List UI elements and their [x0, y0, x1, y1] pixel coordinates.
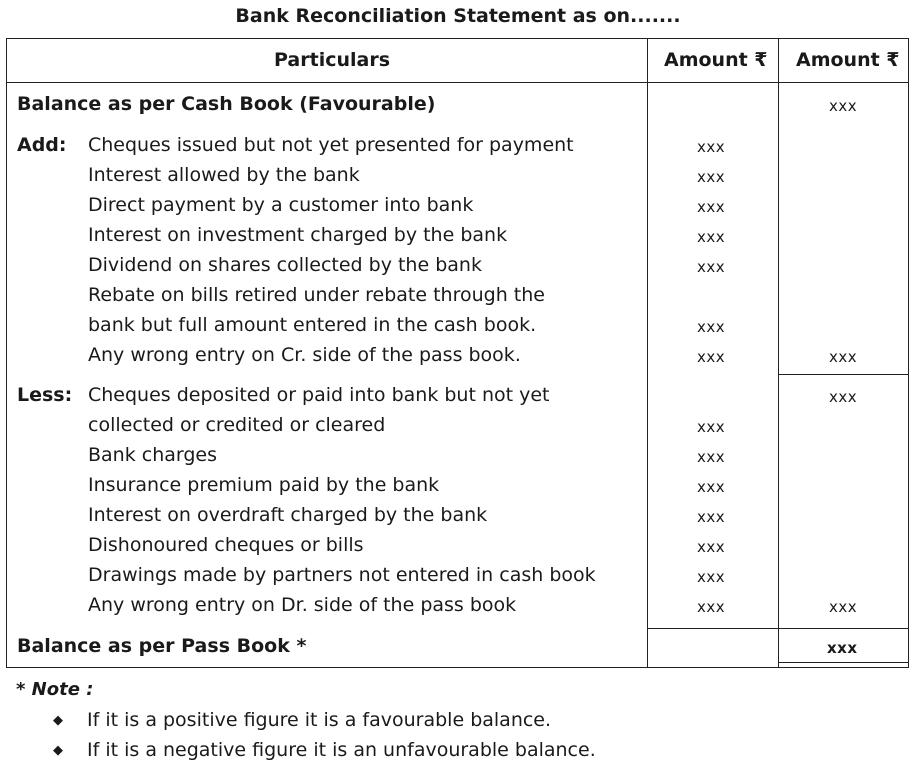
line-item-text: Insurance premium paid by the bank — [88, 474, 440, 496]
column-divider-2 — [778, 38, 779, 668]
line-item-amount-2: xxx — [829, 388, 858, 406]
line-item-text: Direct payment by a customer into bank — [88, 194, 474, 216]
line-item-amount-1: xxx — [697, 538, 726, 556]
line-item-amount-1: xxx — [697, 568, 726, 586]
line-item-amount-1: xxx — [697, 448, 726, 466]
line-item-text: Bank charges — [88, 444, 218, 466]
line-item-amount-1: xxx — [697, 228, 726, 246]
line-item-amount-1: xxx — [697, 168, 726, 186]
line-item-text: Cheques deposited or paid into bank but not yet — [88, 384, 550, 406]
line-item-text: bank but full amount entered in the cash book. — [88, 314, 537, 336]
line-item-text: Rebate on bills retired under rebate through the — [88, 284, 545, 306]
line-item-amount-1: xxx — [697, 258, 726, 276]
opening-balance-amount: xxx — [829, 97, 858, 115]
line-item-text: Any wrong entry on Dr. side of the pass book — [88, 594, 517, 616]
note-item: If it is a negative figure it is an unfavourable balance. — [87, 739, 596, 761]
line-item-text: Cheques issued but not yet presented for payment — [88, 134, 574, 156]
line-item-amount-1: xxx — [697, 198, 726, 216]
line-item-text: Dividend on shares collected by the bank — [88, 254, 482, 276]
less-label: Less: — [17, 384, 73, 406]
line-item-text: Any wrong entry on Cr. side of the pass book. — [88, 344, 521, 366]
line-item-text: Interest on overdraft charged by the bank — [88, 504, 488, 526]
header-amount-1: Amount ₹ — [664, 49, 768, 71]
line-item-amount-1: xxx — [697, 418, 726, 436]
header-rule — [6, 82, 909, 83]
column-divider-1 — [647, 38, 648, 668]
closing-top-rule — [647, 628, 909, 629]
statement-title: Bank Reconciliation Statement as on....... — [235, 5, 681, 27]
closing-balance-label: Balance as per Pass Book * — [17, 635, 307, 657]
line-item-amount-1: xxx — [697, 318, 726, 336]
note-item: If it is a positive figure it is a favourable balance. — [87, 709, 552, 731]
closing-balance-amount: xxx — [827, 639, 858, 657]
line-item-text: collected or credited or cleared — [88, 414, 386, 436]
header-particulars: Particulars — [274, 49, 391, 71]
line-item-amount-1: xxx — [697, 508, 726, 526]
line-item-text: Dishonoured cheques or bills — [88, 534, 364, 556]
line-item-amount-1: xxx — [697, 348, 726, 366]
line-item-amount-1: xxx — [697, 598, 726, 616]
bullet-icon: ◆ — [53, 713, 63, 728]
add-label: Add: — [17, 134, 67, 156]
line-item-text: Drawings made by partners not entered in cash book — [88, 564, 596, 586]
closing-double-rule — [778, 662, 909, 663]
add-subtotal-rule — [778, 374, 909, 375]
header-amount-2: Amount ₹ — [796, 49, 900, 71]
line-item-amount-2: xxx — [829, 598, 858, 616]
bullet-icon: ◆ — [53, 743, 63, 758]
line-item-amount-1: xxx — [697, 478, 726, 496]
line-item-text: Interest allowed by the bank — [88, 164, 360, 186]
line-item-amount-1: xxx — [697, 138, 726, 156]
line-item-text: Interest on investment charged by the bank — [88, 224, 508, 246]
note-title: * Note : — [16, 679, 94, 700]
opening-balance-label: Balance as per Cash Book (Favourable) — [17, 93, 436, 115]
line-item-amount-2: xxx — [829, 348, 858, 366]
